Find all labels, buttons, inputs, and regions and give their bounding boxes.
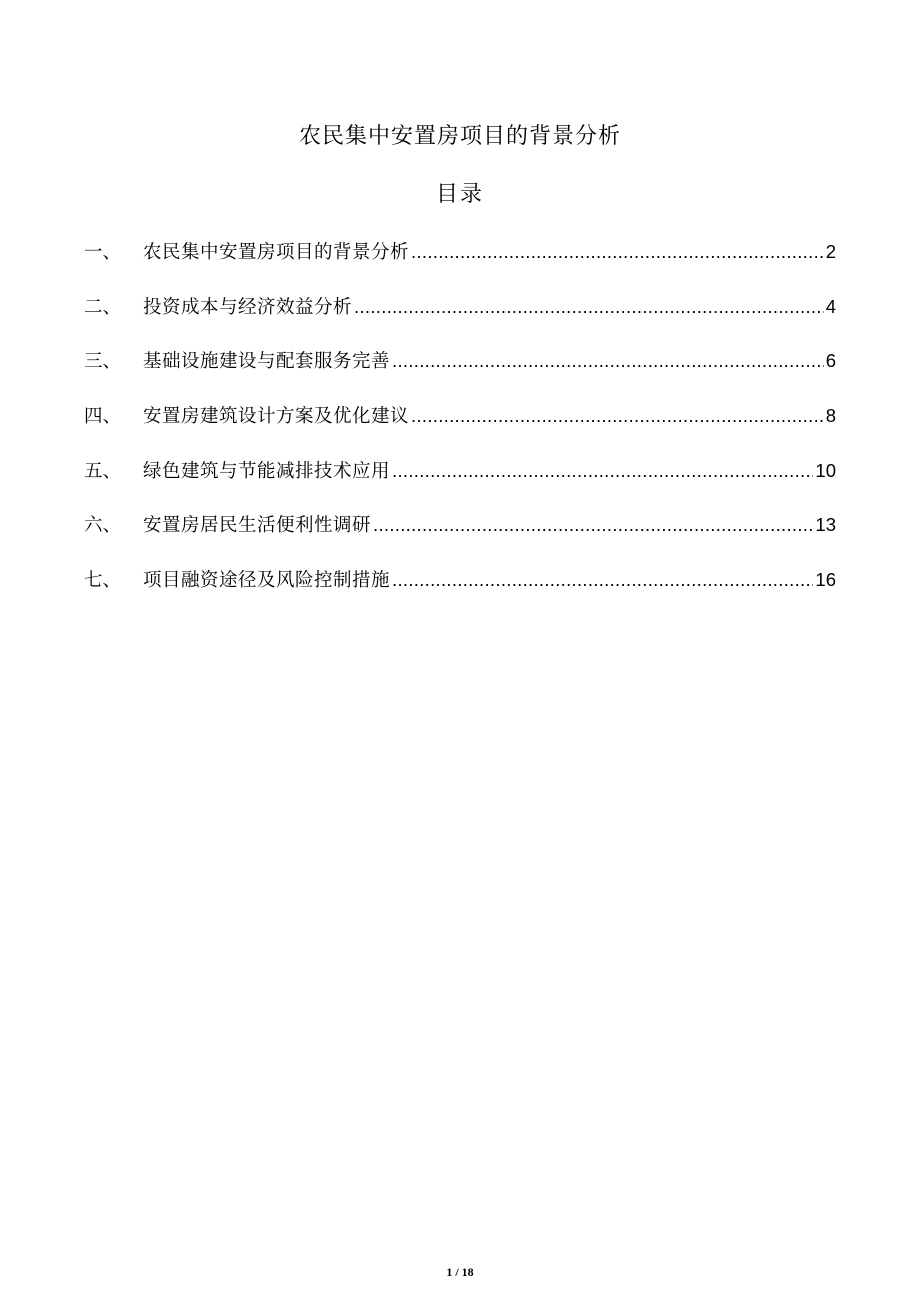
toc-entry-page: 2 [825,241,836,262]
toc-entry-page: 6 [825,350,836,372]
toc-entry-1[interactable] [84,234,836,289]
toc-entry-number: 六、 [84,515,122,537]
toc-entry-page: 10 [815,459,836,481]
toc-dot-leader [392,562,813,598]
toc-entry-4[interactable] [84,398,836,453]
document-title: 农民集中安置房项目的背景分析 [298,124,621,149]
toc-entry-page: 4 [825,295,836,317]
toc-entry-label: 绿色建筑与节能减排技术应用 [143,460,391,482]
toc-entry-label: 安置房建筑设计方案及优化建议 [143,406,410,428]
toc-dot-leader [392,343,824,379]
toc-entry-number: 五、 [84,460,122,482]
toc-entry-number: 三、 [84,351,122,373]
toc-entry-label: 农民集中安置房项目的背景分析 [143,242,410,263]
toc-dot-leader [411,234,824,270]
toc-dot-leader [354,289,824,325]
toc-entry-label: 投资成本与经济效益分析 [143,296,353,318]
page-indicator: 1 / 18 [446,1265,474,1279]
toc-entry-number: 二、 [84,296,122,318]
toc-entry-number: 七、 [84,570,122,592]
toc-entry-page: 8 [825,405,836,427]
toc-dot-leader [392,453,813,489]
toc-entry-6[interactable] [84,507,836,562]
toc-entry-7[interactable] [84,562,836,617]
toc-entry-3[interactable] [84,343,836,398]
table-of-contents [84,234,836,617]
toc-dot-leader [373,507,813,543]
toc-entry-page: 13 [815,514,836,536]
toc-dot-leader [411,398,824,434]
toc-heading: 目录 [435,182,484,207]
toc-entry-label: 基础设施建设与配套服务完善 [143,351,391,373]
toc-entry-label: 项目融资途径及风险控制措施 [143,570,391,592]
toc-entry-number: 一、 [84,242,122,263]
toc-entry-2[interactable] [84,289,836,344]
toc-entry-number: 四、 [84,406,122,428]
toc-entry-5[interactable] [84,453,836,508]
toc-entry-page: 16 [815,569,836,591]
toc-entry-label: 安置房居民生活便利性调研 [143,515,372,537]
